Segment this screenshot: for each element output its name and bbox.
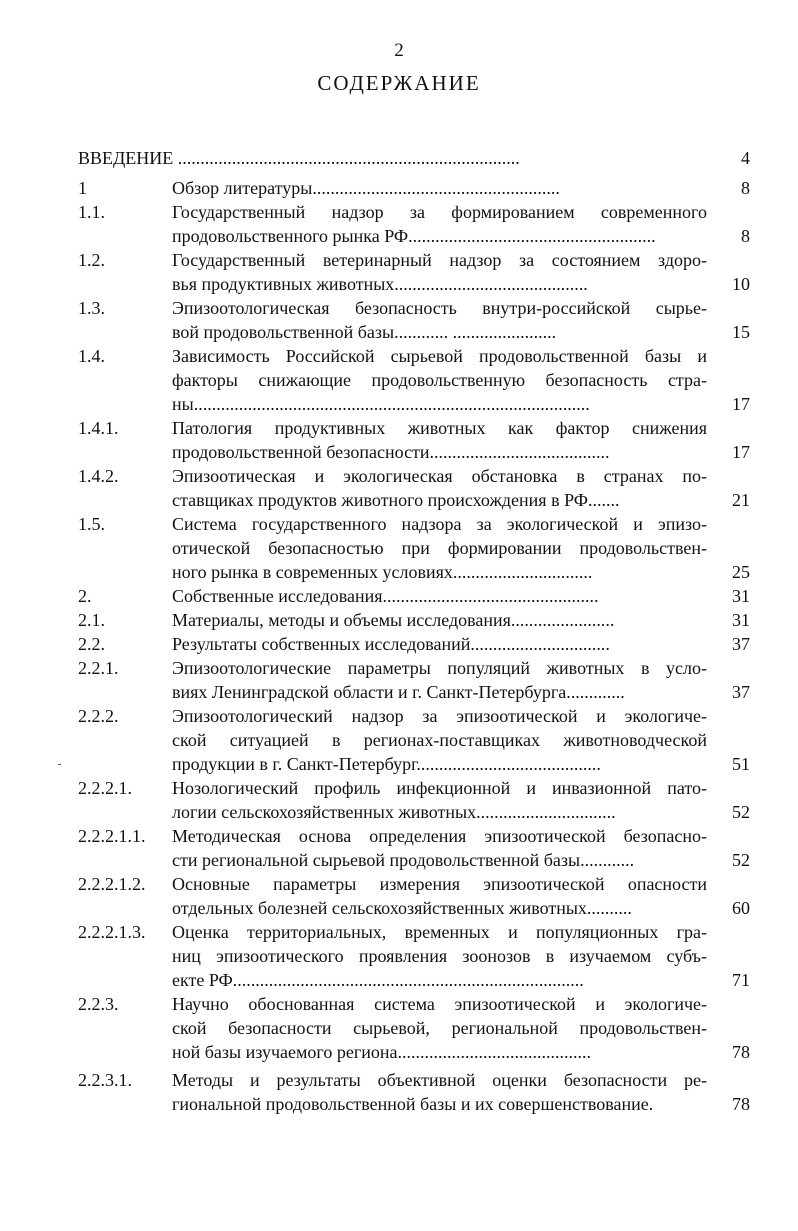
toc-entry-number: 2.2.1. [78,658,119,678]
toc-entry-title-line: ской ситуацией в регионах-поставщиках животноводческой [172,730,707,750]
toc-entry-title-line: Методическая основа определения эпизоотической безопасно- [172,826,707,846]
toc-entry-title-line: Государственный ветеринарный надзор за состоянием здоро- [172,250,707,270]
toc-entry-number: 2.2.2.1.2. [78,874,146,894]
toc-entry-title-line: ВВЕДЕНИЕ ............................................................................ [78,148,520,168]
toc-entry-title-line: ной базы изучаемого региона........................................... [172,1042,591,1062]
toc-entry-page: 17 [732,394,750,414]
toc-entry-title [172,200,707,248]
toc-entry-title [172,776,707,824]
toc-entry-page: 8 [741,226,750,246]
toc-entry-number: 1.4.1. [78,418,119,438]
toc-entry-page: 15 [732,322,750,342]
toc-entry-number: 2.2.2.1.3. [78,922,146,942]
toc-entry-title-line: логии сельскохозяйственных животных............................... [172,802,616,822]
toc-entry-title [172,584,707,608]
toc-entry-number: 2.2.3.1. [78,1070,132,1090]
toc-entry-page: 8 [741,178,750,198]
toc-entry-page: 4 [741,148,750,168]
toc-entry-title [172,872,707,920]
toc-entry-page: 51 [732,754,750,774]
toc-entry-page: 60 [732,898,750,918]
toc-entry-title-line: факторы снижающие продовольственную безопасность стра- [172,370,707,390]
toc-entry-title-line: Материалы, методы и объемы исследования....................... [172,610,615,630]
toc-entry-title-line: Оценка территориальных, временных и популяционных гра- [172,922,707,942]
toc-entry-title-line: Собственные исследования................................................ [172,586,599,606]
toc-entry-page: 25 [732,562,750,582]
toc-entry-title-line: Нозологический профиль инфекционной и инвазионной пато- [172,778,707,798]
page-title: СОДЕРЖАНИЕ [317,71,481,95]
toc-entry-title-line: продовольственной безопасности........................................ [172,442,610,462]
page-number: 2 [394,40,404,61]
toc-entry-title-line: продовольственного рынка РФ....................................................... [172,226,656,246]
toc-entry-title-line: Обзор литературы....................................................... [172,178,560,198]
toc-entry-title-line: Эпизоотическая и экологическая обстановка в странах по- [172,466,707,486]
toc-entry-page: 10 [732,274,750,294]
toc-entry-number: 1 [78,178,87,198]
toc-entry-title [172,656,707,704]
toc-entry-number: 1.1. [78,202,105,222]
toc-entry-title [172,248,707,296]
toc-entry-number: 2.1. [78,610,105,630]
toc-entry-title [172,1068,707,1116]
toc-entry-page: 17 [732,442,750,462]
toc-entry-title-line: вья продуктивных животных........................................... [172,274,588,294]
toc-entry-title-line: гиональной продовольственной базы и их совершенствование. [172,1094,654,1114]
toc-entry-page: 78 [732,1042,750,1062]
toc-entry-title-line: Государственный надзор за формированием современного [172,202,707,222]
toc-entry-title [172,920,707,992]
toc-entry-title-line: вой продовольственной базы............ ....................... [172,322,557,342]
toc-entry-title [172,512,707,584]
toc-entry-page: 37 [732,682,750,702]
toc-entry-page: 52 [732,850,750,870]
toc-entry-title [172,608,707,632]
toc-entry-title-line: отической безопасностью при формировании продовольствен- [172,538,707,558]
toc-entry-number: 2.2.2. [78,706,119,726]
table-of-contents [0,146,798,1146]
toc-entry-title [172,344,707,416]
toc-entry-page: 71 [732,970,750,990]
toc-entry-title-line: отдельных болезней сельскохозяйственных животных.......... [172,898,632,918]
toc-entry-title-line: виях Ленинградской области и г. Санкт-Петербурга............. [172,682,625,702]
toc-entry-title-line: ны........................................................................................ [172,394,590,414]
toc-entry-title [172,704,707,776]
toc-entry-number: 1.4.2. [78,466,119,486]
toc-entry-title-line: Зависимость Российской сырьевой продовольственной базы и [172,346,707,366]
toc-entry-title [172,416,707,464]
toc-entry-title-line: Система государственного надзора за экологической и эпизо- [172,514,707,534]
toc-entry-title-line: Научно обоснованная система эпизоотической и экологиче- [172,994,707,1014]
toc-entry-title-line: сти региональной сырьевой продовольственной базы............ [172,850,635,870]
toc-entry-title [172,296,707,344]
toc-entry-title [172,824,707,872]
toc-entry-number: 1.2. [78,250,105,270]
toc-entry-title [172,176,707,200]
toc-entry-title [172,632,707,656]
toc-entry-page: 78 [732,1094,750,1114]
toc-entry-page: 37 [732,634,750,654]
toc-entry-title-line: Методы и результаты объективной оценки безопасности ре- [172,1070,707,1090]
toc-entry-page: 52 [732,802,750,822]
toc-entry-title-line: Эпизоотологическая безопасность внутри-российской сырье- [172,298,707,318]
toc-entry-title-line: Результаты собственных исследований............................... [172,634,610,654]
toc-entry-number: 2. [78,586,92,606]
margin-mark [58,764,61,765]
toc-entry-number: 2.2.3. [78,994,119,1014]
toc-entry-number: 2.2.2.1.1. [78,826,146,846]
toc-entry-title-line: Эпизоотологические параметры популяций животных в усло- [172,658,707,678]
toc-entry-title-line: екте РФ.............................................................................. [172,970,584,990]
toc-entry-number: 1.5. [78,514,105,534]
toc-entry-title-line: ской безопасности сырьевой, региональной продовольствен- [172,1018,707,1038]
toc-entry-title [78,146,688,170]
toc-entry-title [172,464,707,512]
toc-entry-title-line: Основные параметры измерения эпизоотической опасности [172,874,707,894]
toc-entry-number: 1.3. [78,298,105,318]
toc-entry-page: 21 [732,490,750,510]
toc-entry-title-line: Патология продуктивных животных как фактор снижения [172,418,707,438]
toc-entry-number: 1.4. [78,346,105,366]
toc-entry-title-line: Эпизоотологический надзор за эпизоотической и экологиче- [172,706,707,726]
toc-entry-title [172,992,707,1064]
toc-entry-title-line: продукции в г. Санкт-Петербург......................................... [172,754,601,774]
toc-entry-title-line: ставщиках продуктов животного происхождения в РФ....... [172,490,620,510]
toc-entry-title-line: ного рынка в современных условиях............................... [172,562,593,582]
toc-entry-page: 31 [732,610,750,630]
toc-entry-number: 2.2. [78,634,105,654]
toc-entry-page: 31 [732,586,750,606]
toc-entry-number: 2.2.2.1. [78,778,132,798]
toc-entry-title-line: ниц эпизоотического проявления зоонозов в изучаемом субъ- [172,946,707,966]
